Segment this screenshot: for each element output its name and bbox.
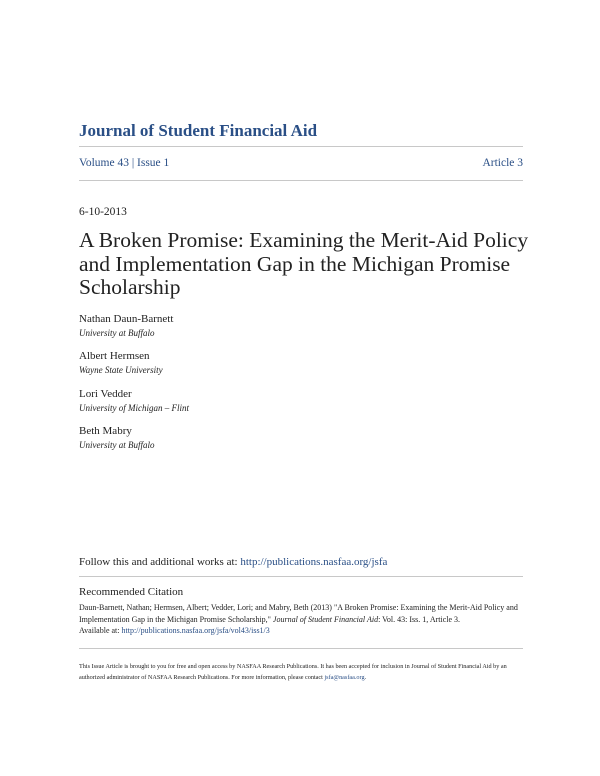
author-affiliation: University at Buffalo <box>79 440 155 450</box>
author-name[interactable]: Beth Mabry <box>79 425 132 437</box>
volume-issue-links <box>79 157 169 169</box>
footer-text: This Issue Article is brought to you for free and open access by NASFAA Research Publications. It has been accepted for inclusion in Journal of Student Financial Aid by an authorized administrator of NASFAA Research Publications. For more information, please contact <box>79 663 507 681</box>
volume-issue-separator: | <box>128 157 138 169</box>
follow-link[interactable]: http://publications.nasfaa.org/jsfa <box>240 556 388 568</box>
follow-text: Follow this and additional works at: <box>79 556 241 568</box>
header-divider-top <box>79 146 523 147</box>
citation-link[interactable]: http://publications.nasfaa.org/jsfa/vol43/iss1/3 <box>121 626 270 635</box>
author-name[interactable]: Lori Vedder <box>79 388 132 400</box>
issue-link[interactable]: Issue 1 <box>137 157 170 169</box>
citation-text <box>79 602 529 637</box>
available-label: Available at: <box>79 626 122 635</box>
footer-end: . <box>364 674 367 681</box>
author-name[interactable]: Albert Hermsen <box>79 350 150 362</box>
footer-divider <box>79 648 523 649</box>
article-link[interactable]: Article 3 <box>482 157 523 169</box>
author-affiliation: University at Buffalo <box>79 328 155 338</box>
volume-link[interactable]: Volume 43 <box>79 157 129 169</box>
author-name[interactable]: Nathan Daun-Barnett <box>79 313 174 325</box>
header-divider-bottom <box>79 180 523 181</box>
publication-date: 6-10-2013 <box>79 206 127 218</box>
footer-notice <box>79 661 529 683</box>
article-title: A Broken Promise: Examining the Merit-Aid Policy and Implementation Gap in the Michigan Promise Scholarship <box>79 228 529 299</box>
citation-body: Daun-Barnett, Nathan; Hermsen, Albert; Vedder, Lori; and Mabry, Beth (2013) "A Broken Promise: Examining the Merit-Aid Policy and Implementation Gap in the Michigan Promise Scholarship," <box>79 603 518 624</box>
follow-line <box>79 556 387 568</box>
citation-journal: Journal of Student Financial Aid <box>272 614 379 624</box>
citation-volume: : Vol. 43: Iss. 1, Article 3. <box>378 614 461 624</box>
author-affiliation: University of Michigan – Flint <box>79 403 189 413</box>
journal-title[interactable]: Journal of Student Financial Aid <box>79 121 318 140</box>
contact-email-link[interactable]: jsfa@nasfaa.org <box>324 674 365 681</box>
volume-issue-row <box>79 157 523 169</box>
citation-divider <box>79 576 523 577</box>
author-affiliation: Wayne State University <box>79 365 163 375</box>
recommended-citation-heading: Recommended Citation <box>79 586 184 598</box>
